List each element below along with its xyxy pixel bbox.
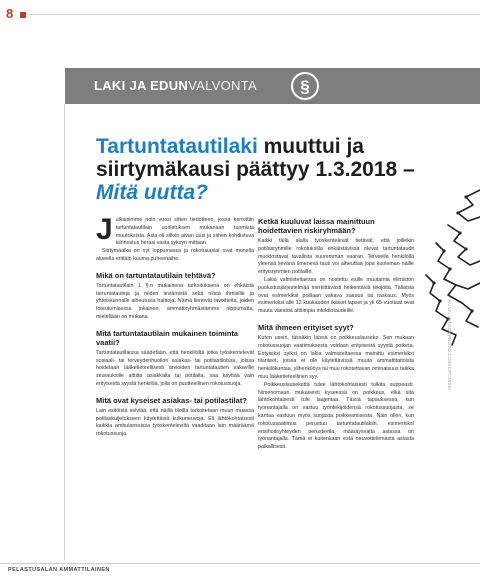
heading-patient-spaces: Mitä ovat kyseiset asiakas- tai potilastilat? bbox=[96, 395, 247, 405]
intro-paragraph-2: Siirtymäaika on nyt loppumassa ja rokotusasiat ovat monella alueella erittäin kuuma puheenaihe. bbox=[96, 248, 254, 262]
page-number: 8 bbox=[6, 6, 14, 21]
photo-credit: KUVA: ISTOCKPHOTO.COM/LIPOWSKI bbox=[447, 300, 452, 391]
headline-question: Mitä uutta? bbox=[96, 181, 208, 204]
top-rule bbox=[26, 14, 480, 15]
footer-publication: PELASTUSALAN AMMATTILAINEN bbox=[8, 567, 110, 573]
article-headline bbox=[96, 135, 426, 204]
paragraph-law-requirements: Tartuntatautilaissa säädetään, että henkilöiltä jotka työskentelevät sosiaali- tai terveydenhuollon asiakas- tai potilastiloissa, joissa hoidetaan lääketieteellisesti arvioiden tartuntatautien vakaville seurauksille alttiita asiakkaita tai potilaita, saa käyttää vain erityisestä syystä henkilöä, jolla on puutteellinen rokotussuoja. bbox=[96, 349, 254, 387]
intro-paragraph bbox=[96, 213, 254, 248]
section-sign-icon bbox=[290, 71, 320, 101]
heading-special-reasons: Mitä ihmeen erityiset syyt? bbox=[258, 322, 354, 332]
paragraph-patient-spaces: Lain esitöistä selviää, että näillä tiloilla tarkoitetaan muun muassa potilaskuljetukseen käytettäviä kulkuneuvoja. Eli lähtökohtaisesti kaikkia ambulanssissa työskenteleviltä vaaditaan lain määräämä rokotussuoja. bbox=[96, 407, 254, 438]
heading-law-purpose: Mikä on tartuntatautilain tehtävä? bbox=[96, 270, 216, 280]
banner-title-bold: LAKI JA EDUN bbox=[94, 78, 189, 93]
page-number-mark bbox=[20, 12, 26, 18]
banner-title-light: VALVONTA bbox=[188, 78, 257, 93]
intro-text: ulkaisimme noin vuosi sitten tiedotteen, jossa kerrottiin tartuntatautilain uudistuksen mukanaan tuomista muutoksista. Asia oli silloin aivan uusi ja siihen kohdistuva kiinnostus herasi vasta syksyn mittaan. bbox=[115, 217, 254, 247]
paragraph-interpretation: Poikkeuslausekettä tulee lähtökohtaisesti tulkita suppeasti. Nimenomaan mukaisesti kyseessä on poikkeus, eikä sitä lähtökohtaisesti tule laajentaa. Tässä tapauksessa, kun työnantajalla on vastuu työntekijöidensä rokotussuojasta, se kantaa vastuun myös suojasta poikkeamisesta. Näin ollen, kun rokotussaatimus perustuu tartuntatautilakiin, esimerkiksi ensihoitoyhteyden perusteella, määräysvalta asiassa on työnantajalla. Tämä ei kuitenkaan estä neuvottelemasta asiasta paikallisesti. bbox=[258, 381, 414, 451]
section-banner bbox=[65, 68, 480, 104]
section-banner-title bbox=[94, 78, 257, 93]
heading-risk-group: Ketkä kuuluvat laissa mainittuun hoidettavien riskiryhmään? bbox=[258, 217, 375, 235]
bottom-rule bbox=[0, 563, 480, 564]
paragraph-risk-factors: Lakia valmisteltaessa on nostettu esille muutamia elimistön puolustusjärjestelmää merkittävästi heikentäviä tekijöitä. Tällaisia ovat esimerkiksi potilaan vakava sairaus tai raskaus. Myös esimerkiksi alle 12 kuukauden ikäiset lapset ja yli 65-vuotiaat ovat muuta väestöä alttiimpia infektiotaudeille. bbox=[258, 276, 414, 315]
headline-accent: Tartuntatautilaki bbox=[96, 135, 258, 158]
paragraph-law-purpose: Tartuntatautilain 1 §:n mukaisena tarkoituksena on ehkäistä tartuntatauteja ja niiden leviämistä sekä niistä ihmisille ja yhteiskunnalle aiheutuvia haittoja. Nämä lienevät tavoitteita, joiden toteutumisessa jokainen, ammattiryhmästämme riippumatta, mielellään on mukana. bbox=[96, 282, 254, 320]
paragraph-risk-group: Kaikki tällä alalla työskentelevät tietävät, että joillekin potilasryhmille rokotuksilla ehkäistävissä olevat tartuntataudit muodostavat tavallista suuremman vaaran. Terveellä henkilöllä yleensä lievänä ilmenevä tauti voi aiheuttaa jopa kuoleman näille erityisryhmien potilaille. bbox=[258, 238, 414, 276]
drop-cap: J bbox=[96, 213, 113, 246]
headline-main: muuttui ja siirtymäkausi päättyy 1.3.2018 – bbox=[96, 135, 415, 181]
heading-law-requirements: Mitä tartuntatautilain mukainen toiminta vaatii? bbox=[96, 328, 239, 347]
paragraph-exception: Kuten usein, tässäkin laissa on poikkeuslauseke. Sen mukaan rokotussuojan vaatimuksesta voidaan erityisestä syystä poiketa. Erityisiksi syiksi on lakia valmisteltaessa mainittu esimerkiksi tilanteet, joissa ei ole käytettävissä muuta ammattitaitoista henkilökuntaa, ylihenkilöys tai muu rokotettavan ominaisuus taikka muu lääketieteellinen syy. bbox=[258, 334, 414, 380]
left-column bbox=[96, 213, 254, 439]
svg-text:§: § bbox=[300, 77, 310, 96]
side-rule bbox=[64, 104, 65, 560]
right-column bbox=[258, 217, 414, 452]
